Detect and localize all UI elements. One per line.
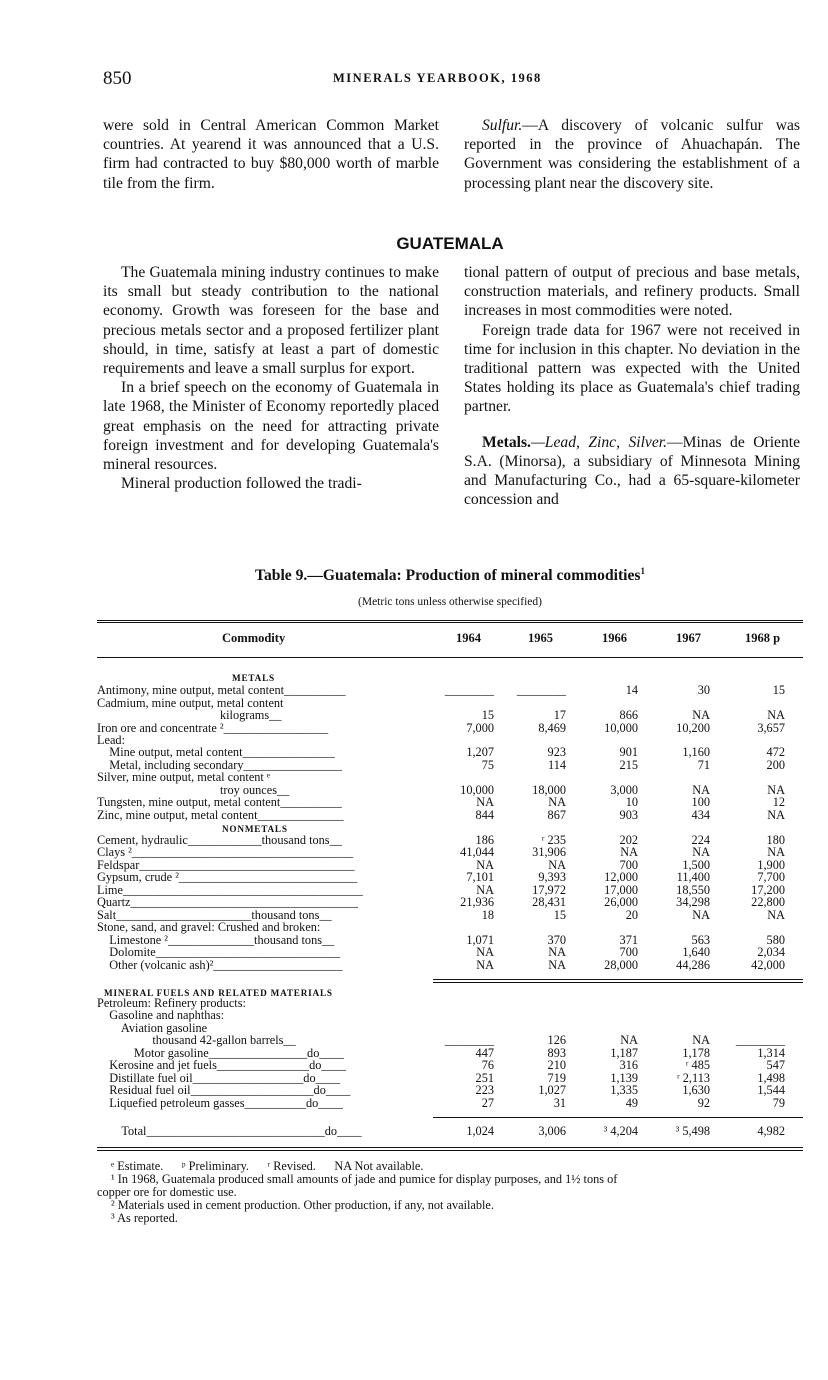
table-cell: NA — [476, 858, 494, 872]
table-cell: 1,314 — [757, 1046, 785, 1060]
metals-sub: —Lead, Zinc, Silver. — [530, 433, 667, 451]
table-cell: 75 — [481, 758, 494, 772]
running-title: MINERALS YEARBOOK, 1968 — [333, 71, 542, 85]
table-cell: 224 — [691, 833, 710, 847]
column-header-year: 1964 — [456, 631, 481, 645]
table-row — [97, 1034, 803, 1047]
table-cell: 867 — [547, 808, 566, 822]
row-label: Salt______________________thousand tons__ — [97, 908, 332, 922]
column-header-year: 1966 — [602, 631, 627, 645]
row-label: Mine output, metal content_______________ — [97, 745, 335, 759]
table-cell: 1,630 — [682, 1083, 710, 1097]
section-label-metals: METALS — [232, 673, 275, 683]
table-header-rule — [97, 657, 803, 658]
row-label: Motor gasoline________________do____ — [97, 1046, 344, 1060]
row-label: Distillate fuel oil__________________do____ — [97, 1071, 341, 1085]
table-cell: 10,200 — [676, 721, 710, 735]
table-cell: 370 — [547, 933, 566, 947]
row-label: thousand 42-gallon barrels__ — [97, 1033, 296, 1047]
footnote: copper ore for domestic use. — [97, 1185, 237, 1199]
table-cell: 200 — [766, 758, 785, 772]
table-cell: 9,393 — [538, 870, 566, 884]
table-cell: 8,469 — [538, 721, 566, 735]
table-cell: NA — [767, 908, 785, 922]
table-cell: 28,431 — [532, 895, 566, 909]
table-cell: 563 — [691, 933, 710, 947]
row-label: Iron ore and concentrate ²_________________ — [97, 721, 329, 735]
table-row — [97, 871, 803, 884]
row-label: Cadmium, mine output, metal content — [97, 696, 284, 710]
table-cell: ʳ 235 — [541, 833, 566, 847]
footnote: ² Materials used in cement production. Other production, if any, not available. — [111, 1198, 494, 1212]
table-row — [97, 809, 803, 822]
table-cell: 22,800 — [751, 895, 785, 909]
table-cell: 20 — [625, 908, 638, 922]
table-cell: 18,000 — [532, 783, 566, 797]
footnote: ᵉ Estimate. ᵖ Preliminary. ʳ Revised. NA Not available. — [111, 1159, 424, 1173]
row-label: Liquefied petroleum gasses__________do____ — [97, 1096, 343, 1110]
table-cell: ________ — [516, 683, 566, 697]
top-right-column — [464, 116, 800, 193]
metals-text: —Minas de Oriente S.A. (Minorsa), a subsidiary of Minnesota Mining and Manufacturing Co., had a 65-square-kilometer concession and — [464, 433, 800, 509]
table-row — [97, 722, 803, 735]
table-cell: 719 — [547, 1071, 566, 1085]
table-cell: 17,200 — [751, 883, 785, 897]
running-header — [103, 68, 803, 90]
table-cell: 434 — [691, 808, 710, 822]
table-row — [97, 684, 803, 697]
table-cell: 901 — [619, 745, 638, 759]
table-cell: 1,187 — [610, 1046, 638, 1060]
table-cell: 21,936 — [460, 895, 494, 909]
sulfur-lead: Sulfur. — [482, 117, 523, 134]
table-cell: 79 — [772, 1096, 785, 1110]
row-label: Residual fuel oil____________________do____ — [97, 1083, 351, 1097]
table-cell: 42,000 — [751, 958, 785, 972]
table-cell: 15 — [481, 708, 494, 722]
row-label: Lime_______________________________________ — [97, 883, 363, 897]
table-cell: 580 — [766, 933, 785, 947]
table-cell: 41,044 — [460, 845, 494, 859]
row-label: kilograms__ — [97, 708, 282, 722]
table-cell: 2,034 — [757, 945, 785, 959]
table-cell: 210 — [547, 1058, 566, 1072]
table-cell: 17 — [553, 708, 566, 722]
table-cell: NA — [692, 1033, 710, 1047]
table-cell: 1,027 — [538, 1083, 566, 1097]
table-row — [97, 1125, 803, 1138]
column-header-year: 1967 — [676, 631, 701, 645]
table-cell: 3,000 — [610, 783, 638, 797]
row-label: Zinc, mine output, metal content______________ — [97, 808, 344, 822]
table-cell: 1,024 — [466, 1124, 494, 1138]
body-right-column — [464, 263, 800, 509]
table-cell: 1,335 — [610, 1083, 638, 1097]
column-header-commodity: Commodity — [222, 631, 286, 645]
table-cell: NA — [620, 845, 638, 859]
table-cell: 11,400 — [676, 870, 710, 884]
paragraph: Foreign trade data for 1967 were not received in time for inclusion in this chapter. No deviation in the traditional pattern was expected with the United States holding its place as Guatemala's chief trading partner. — [464, 321, 800, 416]
column-header-year: 1968 p — [745, 631, 781, 645]
table-cell: 1,498 — [757, 1071, 785, 1085]
table-cell: 17,000 — [604, 883, 638, 897]
table-cell: NA — [620, 1033, 638, 1047]
table-cell: 28,000 — [604, 958, 638, 972]
table-cell: 12 — [772, 795, 785, 809]
row-label: Limestone ²______________thousand tons__ — [97, 933, 335, 947]
table-row — [97, 846, 803, 859]
row-label: Gypsum, crude ²_____________________________ — [97, 870, 358, 884]
table-cell: 1,900 — [757, 858, 785, 872]
table-cell: NA — [767, 845, 785, 859]
row-label: Gasoline and naphthas: — [97, 1008, 225, 1022]
table-row — [97, 946, 803, 959]
paragraph: were sold in Central American Common Market countries. At yearend it was announced that a U.S. firm had contracted to buy $80,000 worth of marble tile from the firm. — [103, 117, 439, 192]
subtotal-rule-2 — [433, 982, 803, 983]
footnote: ¹ In 1968, Guatemala produced small amounts of jade and pumice for display purposes, and 1½ tons of — [111, 1172, 618, 1186]
sulfur-text: —A discovery of volcanic sulfur was reported in the province of Ahuachapán. The Government was considering the establishment of a processing plant near the discovery site. — [464, 117, 800, 192]
table-cell: 1,544 — [757, 1083, 785, 1097]
row-label: Stone, sand, and gravel: Crushed and broken: — [97, 920, 321, 934]
table-cell: 186 — [475, 833, 494, 847]
table-cell: NA — [476, 945, 494, 959]
table-cell: 15 — [772, 683, 785, 697]
paragraph: Mineral production followed the tradi- — [121, 475, 362, 493]
table-cell: 447 — [475, 1046, 494, 1060]
table-title-text: Table 9.—Guatemala: Production of mineral commodities — [255, 567, 641, 585]
table-top-rule-2 — [97, 622, 803, 623]
paragraph: In a brief speech on the economy of Guatemala in late 1968, the Minister of Economy reportedly placed great emphasis on the need for attracting private foreign investment and for developing Guatemala's mineral resources. — [103, 379, 439, 474]
table-cell: NA — [692, 708, 710, 722]
table-cell: NA — [548, 958, 566, 972]
table-cell: 44,286 — [676, 958, 710, 972]
table-row — [97, 896, 803, 909]
paragraph — [464, 116, 800, 193]
table-row — [97, 921, 803, 934]
table-row — [97, 771, 803, 784]
table-cell: 1,071 — [466, 933, 494, 947]
table-cell: 31,906 — [532, 845, 566, 859]
table-cell: 3,657 — [757, 721, 785, 735]
table-cell: 10,000 — [460, 783, 494, 797]
table-cell: 15 — [553, 908, 566, 922]
table-cell: 215 — [619, 758, 638, 772]
table-cell: ³ 5,498 — [675, 1124, 710, 1138]
table-cell: NA — [692, 908, 710, 922]
table-cell: NA — [476, 883, 494, 897]
row-label: Quartz_____________________________________ — [97, 895, 358, 909]
table-title — [0, 566, 828, 585]
row-label: Silver, mine output, metal content ᵉ — [97, 770, 271, 784]
section-label-nonmetals: NONMETALS — [222, 824, 288, 834]
table-cell: 1,207 — [466, 745, 494, 759]
table-cell: 76 — [481, 1058, 494, 1072]
table-row — [97, 959, 803, 972]
table-cell: 114 — [548, 758, 566, 772]
table-cell: 1,178 — [682, 1046, 710, 1060]
table-cell: 14 — [625, 683, 638, 697]
row-label: Dolomite______________________________ — [97, 945, 341, 959]
row-label: Aviation gasoline — [97, 1021, 208, 1035]
row-label: Clays ²____________________________________ — [97, 845, 354, 859]
table-cell: NA — [767, 808, 785, 822]
table-row — [97, 709, 803, 722]
table-cell: 34,298 — [676, 895, 710, 909]
metals-lead: Metals. — [482, 433, 531, 451]
table-row — [97, 796, 803, 809]
row-label: Petroleum: Refinery products: — [97, 996, 246, 1010]
section-heading: GUATEMALA — [396, 234, 504, 253]
table-row — [97, 1009, 803, 1022]
table-cell: 126 — [547, 1033, 566, 1047]
table-cell: ʳ 485 — [685, 1058, 710, 1072]
body-left-column — [103, 263, 439, 493]
table-cell: 18,550 — [676, 883, 710, 897]
table-cell: NA — [548, 795, 566, 809]
table-cell: ³ 4,204 — [603, 1124, 638, 1138]
table-cell: 251 — [475, 1071, 494, 1085]
table-cell: NA — [767, 708, 785, 722]
table-cell: 923 — [547, 745, 566, 759]
table-cell: 1,640 — [682, 945, 710, 959]
table-cell: 472 — [766, 745, 785, 759]
table-cell: 7,700 — [757, 870, 785, 884]
table-cell: 12,000 — [604, 870, 638, 884]
table-cell: 100 — [691, 795, 710, 809]
table-cell: 7,000 — [466, 721, 494, 735]
table-row — [97, 1097, 803, 1110]
table-cell: ________ — [444, 1033, 494, 1047]
table-cell: 30 — [697, 683, 710, 697]
row-label: troy ounces__ — [97, 783, 290, 797]
total-rule — [433, 1117, 803, 1118]
table-row — [97, 1084, 803, 1097]
table-cell: 893 — [547, 1046, 566, 1060]
table-cell: 27 — [481, 1096, 494, 1110]
table-cell: NA — [548, 945, 566, 959]
page-number: 850 — [103, 68, 132, 89]
table-cell: NA — [692, 845, 710, 859]
row-label: Lead: — [97, 733, 125, 747]
table-cell: NA — [692, 783, 710, 797]
row-label: Total_____________________________do____ — [97, 1124, 362, 1138]
table-cell: 547 — [766, 1058, 785, 1072]
row-label: Kerosine and jet fuels_______________do____ — [97, 1058, 346, 1072]
row-label: Tungsten, mine output, metal content__________ — [97, 795, 342, 809]
table-cell: 71 — [697, 758, 710, 772]
table-bottom-rule — [97, 1147, 803, 1148]
table-cell: 1,139 — [610, 1071, 638, 1085]
table-cell: 223 — [475, 1083, 494, 1097]
table-row — [97, 746, 803, 759]
paragraph: tional pattern of output of precious and base metals, construction materials, and refinery products. Small increases in most commodities were noted. — [464, 264, 800, 320]
table-cell: 700 — [619, 858, 638, 872]
footnote: ³ As reported. — [111, 1211, 178, 1225]
row-label: Other (volcanic ash)²_____________________ — [97, 958, 343, 972]
row-label: Antimony, mine output, metal content__________ — [97, 683, 346, 697]
table-cell: ________ — [444, 683, 494, 697]
subtotal-rule — [433, 979, 803, 980]
table-cell: 26,000 — [604, 895, 638, 909]
table-cell: NA — [476, 958, 494, 972]
table-cell: 903 — [619, 808, 638, 822]
column-header-year: 1965 — [528, 631, 553, 645]
table-cell: 700 — [619, 945, 638, 959]
table-cell: NA — [476, 795, 494, 809]
table-bottom-rule-2 — [97, 1150, 803, 1151]
table-cell: 202 — [619, 833, 638, 847]
table-cell: 10,000 — [604, 721, 638, 735]
table-title-note: 1 — [640, 566, 645, 576]
table-cell: 1,500 — [682, 858, 710, 872]
table-cell: 10 — [625, 795, 638, 809]
table-cell: ʳ 2,113 — [677, 1071, 710, 1085]
section-label-fuels: MINERAL FUELS AND RELATED MATERIALS — [104, 988, 333, 998]
paragraph: The Guatemala mining industry continues to make its small but steady contribution to the national economy. Growth was foreseen for the base and precious metals sector and a proposed fertilizer plant should, in time, satisfy at least a part of domestic requirements and leave a small surplus for export. — [103, 264, 439, 378]
table-cell: 3,006 — [538, 1124, 566, 1138]
table-cell: 31 — [553, 1096, 566, 1110]
table-cell: ________ — [735, 1033, 785, 1047]
row-label: Cement, hydraulic____________thousand tons__ — [97, 833, 342, 847]
paragraph — [464, 433, 800, 510]
table-cell: 7,101 — [466, 870, 494, 884]
row-label: Feldspar___________________________________ — [97, 858, 355, 872]
table-row — [97, 1059, 803, 1072]
table-cell: 844 — [475, 808, 494, 822]
table-cell: 18 — [481, 908, 494, 922]
table-cell: 180 — [766, 833, 785, 847]
table-cell: 17,972 — [532, 883, 566, 897]
table-top-rule — [97, 620, 803, 621]
table-cell: 4,982 — [757, 1124, 785, 1138]
table-cell: 371 — [619, 933, 638, 947]
table-cell: 92 — [697, 1096, 710, 1110]
row-label: Metal, including secondary________________ — [97, 758, 342, 772]
table-cell: NA — [548, 858, 566, 872]
table-cell: 49 — [625, 1096, 638, 1110]
table-subtitle: (Metric tons unless otherwise specified) — [358, 596, 542, 608]
table-cell: 316 — [619, 1058, 638, 1072]
table-cell: NA — [767, 783, 785, 797]
top-left-column — [103, 116, 439, 193]
table-cell: 866 — [619, 708, 638, 722]
table-cell: 1,160 — [682, 745, 710, 759]
